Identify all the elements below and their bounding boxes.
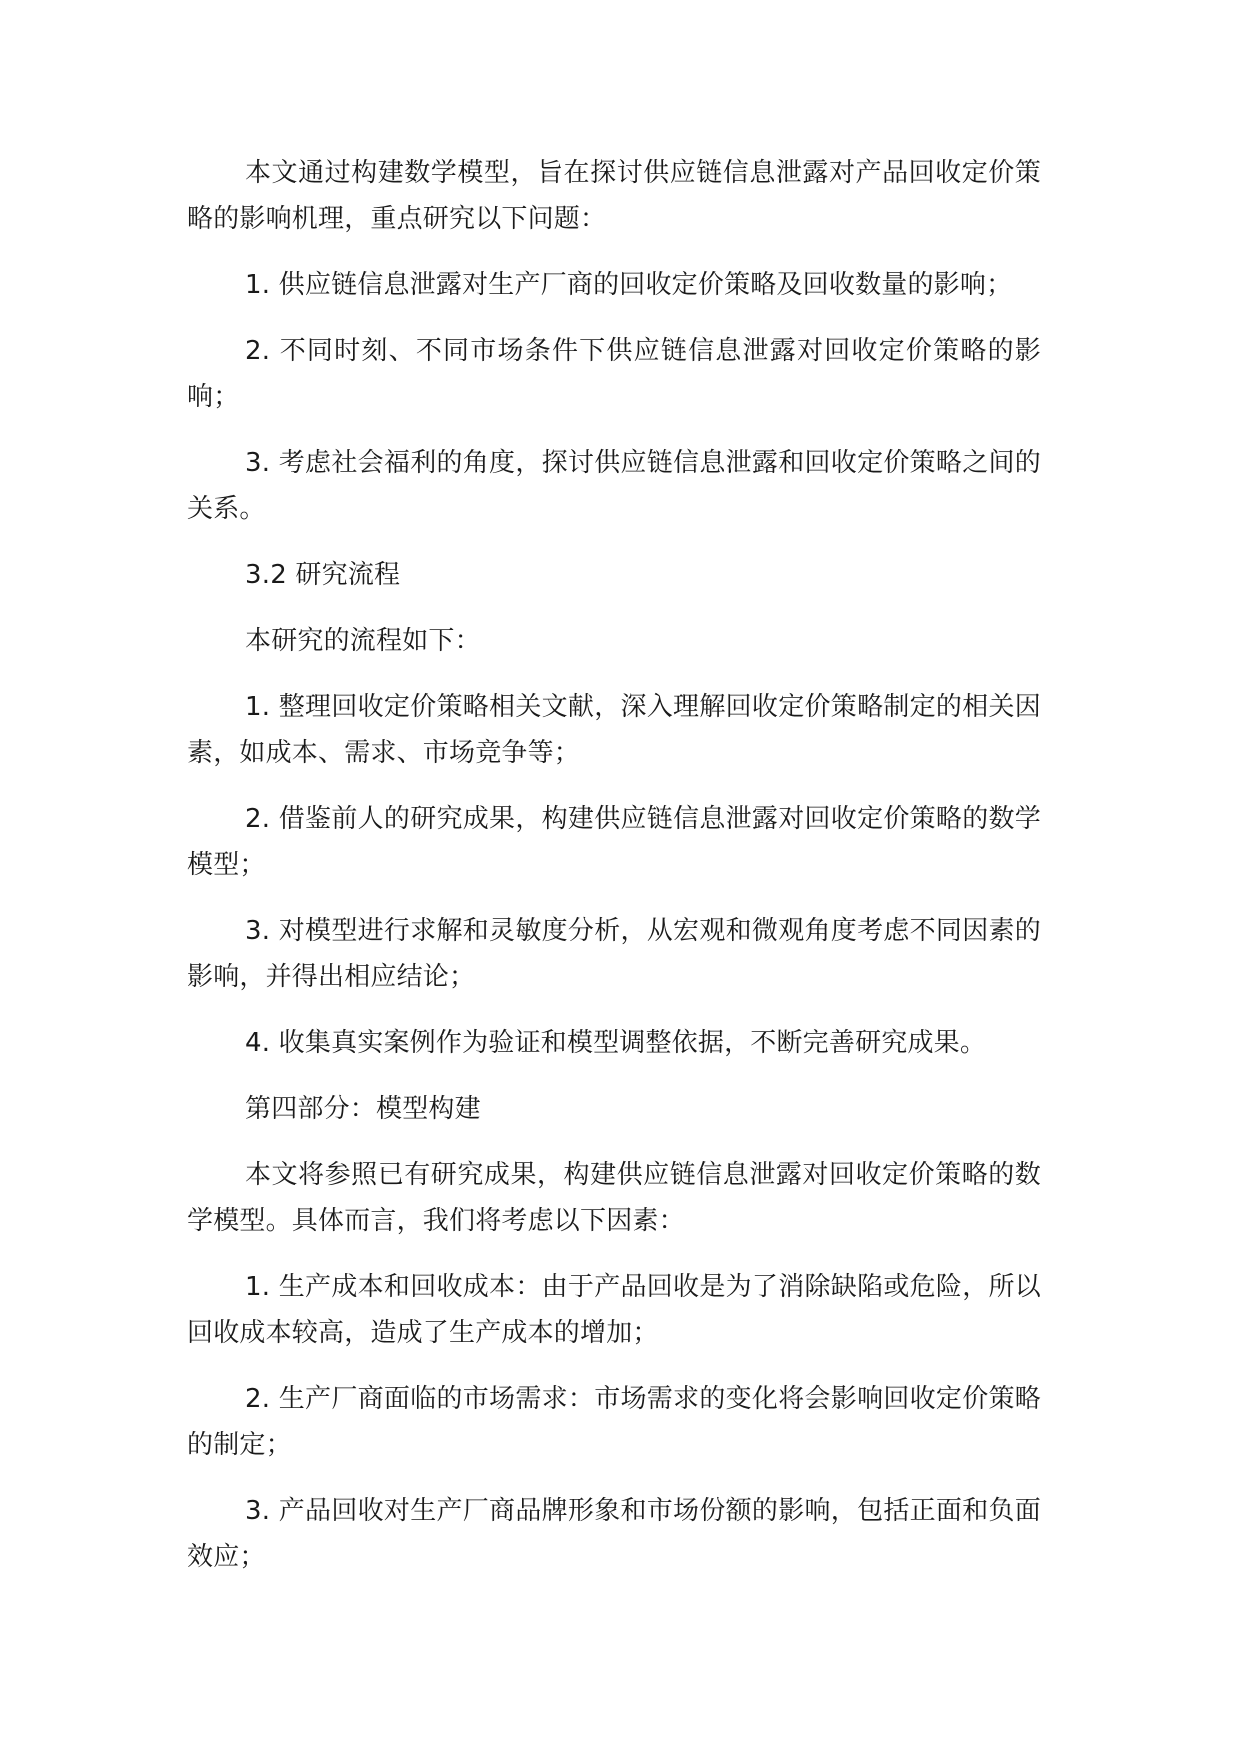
list-item: 2. 不同时刻、不同市场条件下供应链信息泄露对回收定价策略的影响； [187,336,1041,412]
list-item: 3. 产品回收对生产厂商品牌形象和市场份额的影响，包括正面和负面效应； [187,1496,1041,1572]
list-item: 1. 供应链信息泄露对生产厂商的回收定价策略及回收数量的影响； [245,270,1013,300]
paragraph: 本文将参照已有研究成果，构建供应链信息泄露对回收定价策略的数学模型。具体而言，我们将考虑以下因素： [187,1160,1041,1236]
paragraph-intro: 本文通过构建数学模型，旨在探讨供应链信息泄露对产品回收定价策略的影响机理，重点研究以下问题： [187,158,1041,234]
list-item: 1. 生产成本和回收成本：由于产品回收是为了消除缺陷或危险，所以回收成本较高，造成了生产成本的增加； [187,1272,1041,1348]
list-item: 1. 整理回收定价策略相关文献，深入理解回收定价策略制定的相关因素，如成本、需求、市场竞争等； [187,692,1041,768]
paragraph: 本研究的流程如下： [245,626,481,656]
list-item: 2. 借鉴前人的研究成果，构建供应链信息泄露对回收定价策略的数学模型； [187,804,1041,880]
list-item: 2. 生产厂商面临的市场需求：市场需求的变化将会影响回收定价策略的制定； [187,1384,1041,1460]
section-heading: 第四部分：模型构建 [245,1094,481,1124]
section-heading: 3.2 研究流程 [245,560,401,590]
list-item: 3. 对模型进行求解和灵敏度分析，从宏观和微观角度考虑不同因素的影响，并得出相应结论； [187,916,1041,992]
list-item: 3. 考虑社会福利的角度，探讨供应链信息泄露和回收定价策略之间的关系。 [187,448,1041,524]
list-item: 4. 收集真实案例作为验证和模型调整依据，不断完善研究成果。 [245,1028,987,1058]
